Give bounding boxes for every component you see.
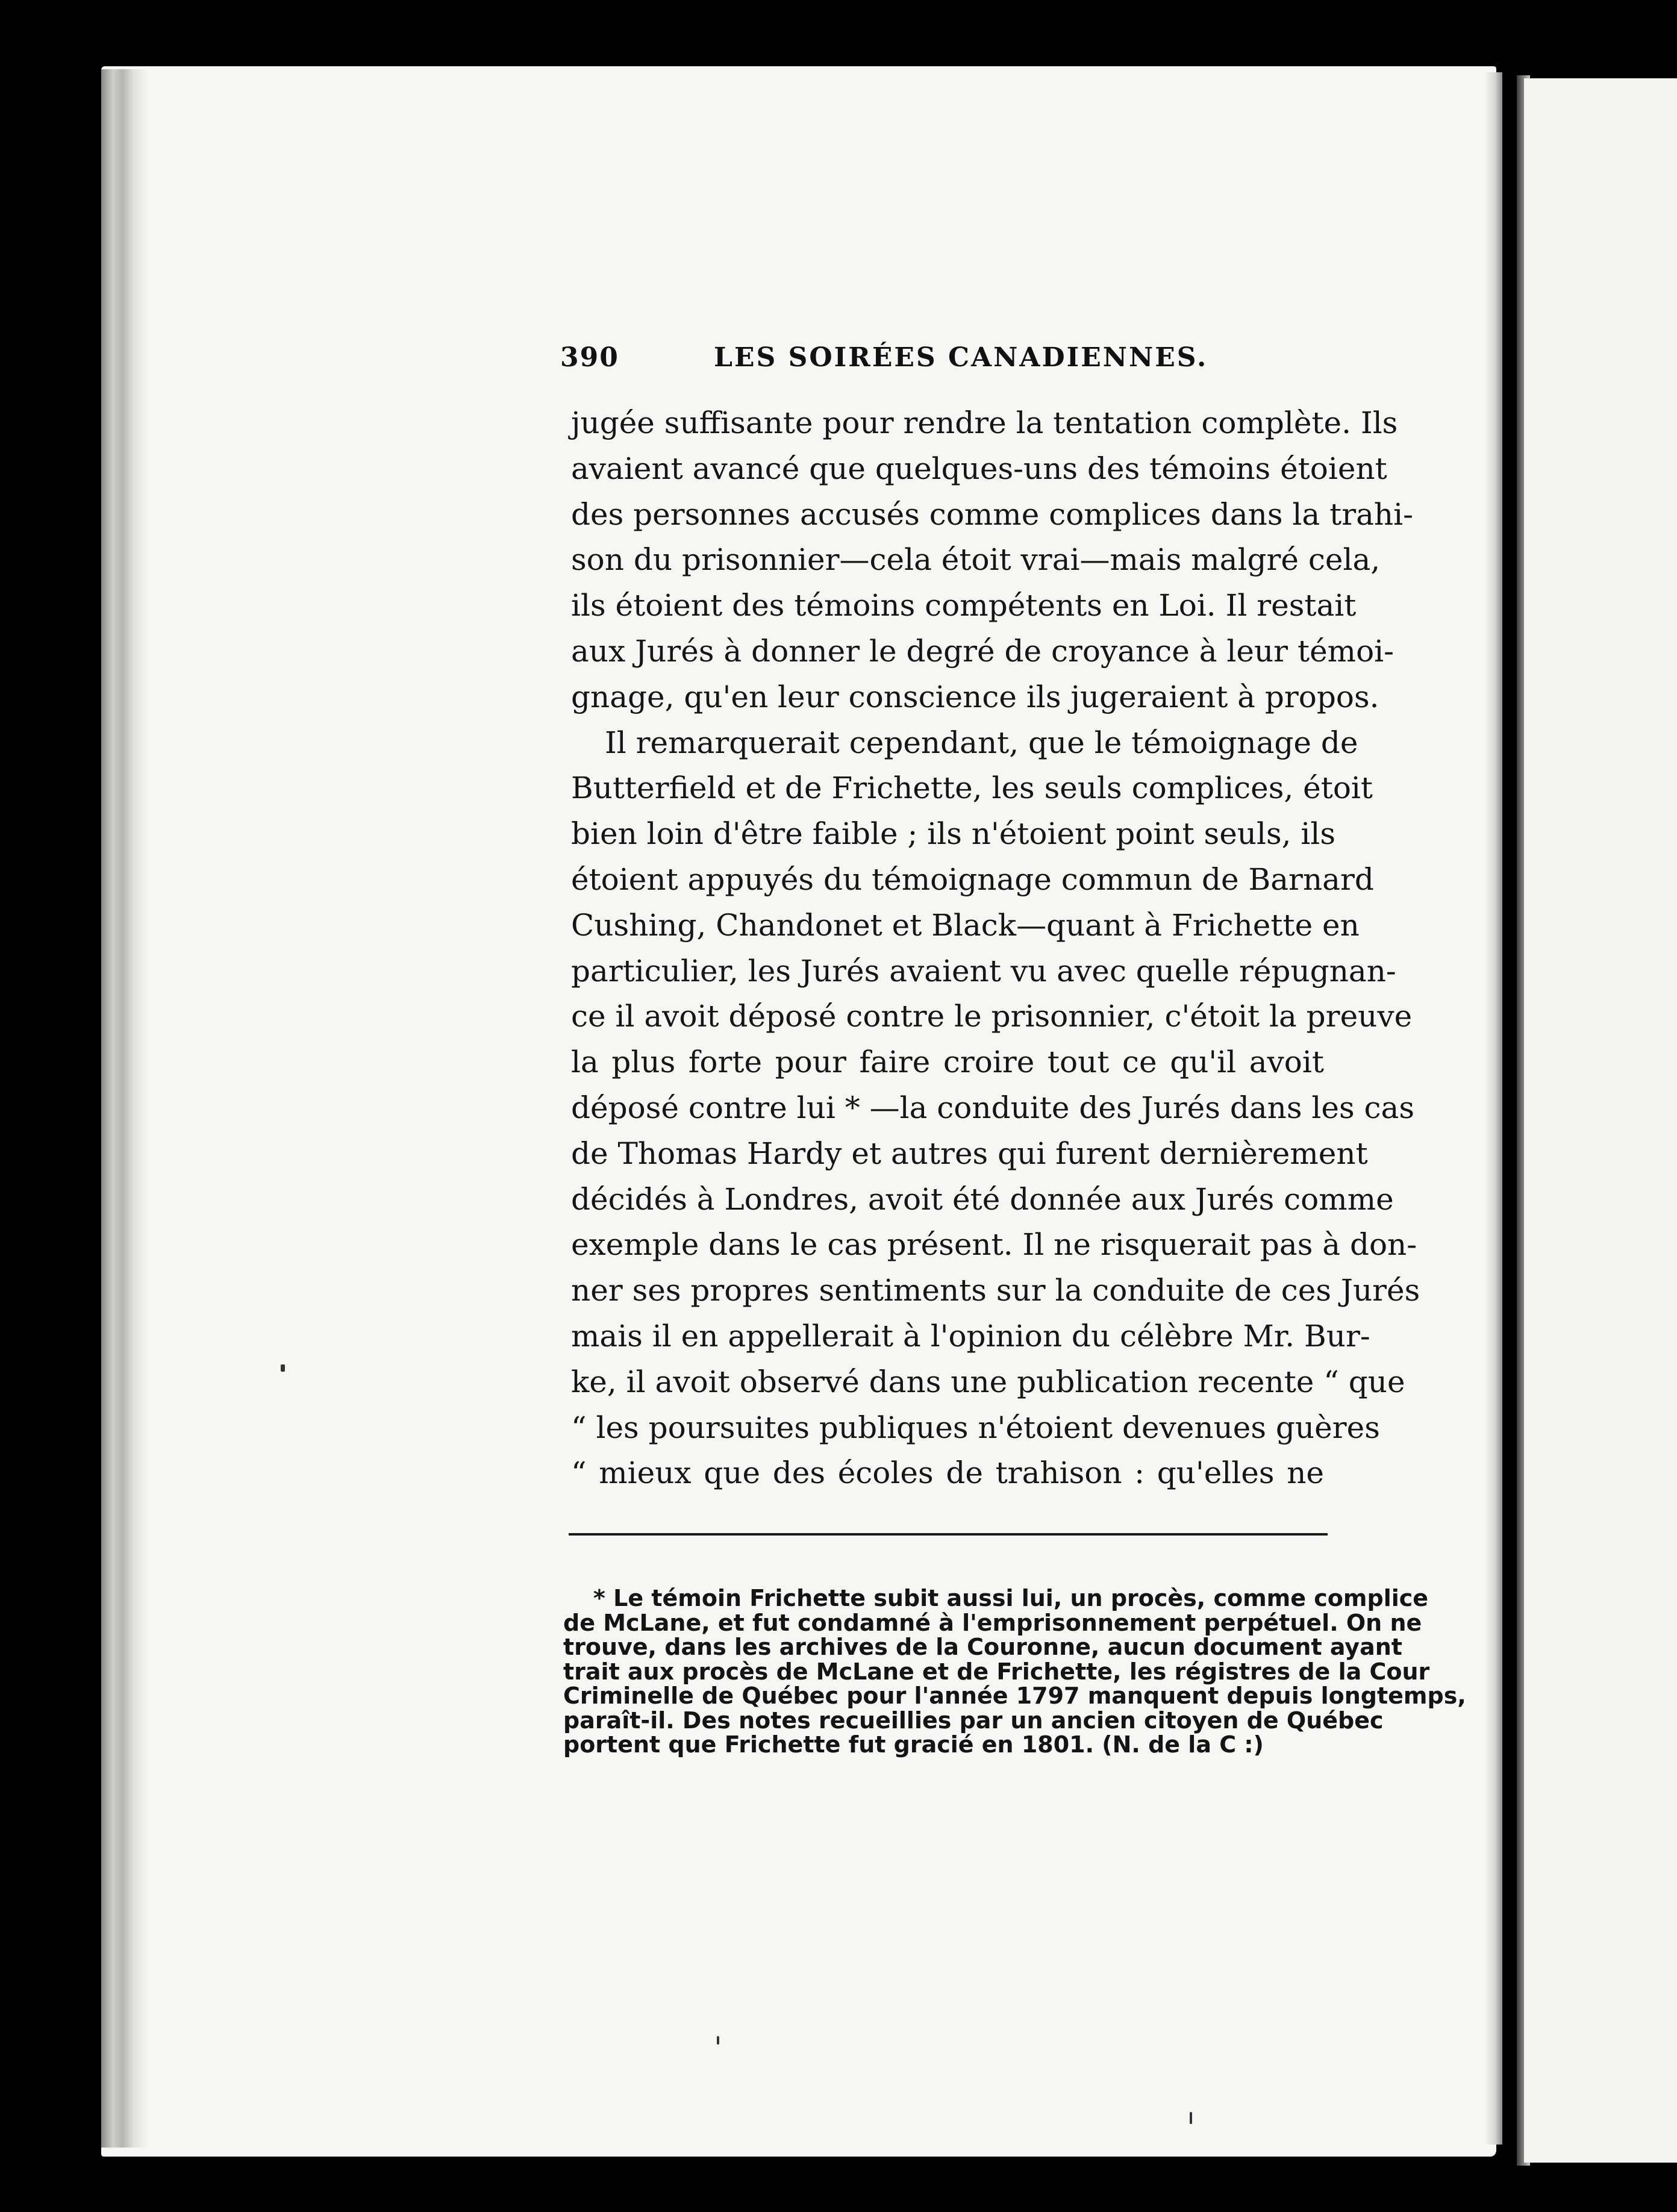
running-title: LES SOIRÉES CANADIENNES. [714, 342, 1208, 373]
text-line: ce il avoit déposé contre le prisonnier, c'étoit la preuve [571, 999, 1413, 1034]
facing-page [1524, 78, 1677, 2163]
text-line: ils étoient des témoins compétents en Loi. Il restait [571, 588, 1357, 623]
page-gutter-shadow [101, 69, 148, 2148]
footnote-line: paraît-il. Des notes recueillies par un ancien citoyen de Québec [563, 1707, 1384, 1734]
footnote-line: * Le témoin Frichette subit aussi lui, un procès, comme complice [593, 1585, 1429, 1611]
text-line: jugée suffisante pour rendre la tentation complète. Ils [571, 405, 1398, 440]
page-right-edge [1484, 72, 1502, 2145]
text-line: Cushing, Chandonet et Black—quant à Frichette en [571, 907, 1360, 943]
text-line: son du prisonnier—cela étoit vrai—mais malgré cela, [571, 542, 1381, 578]
footnote-rule [569, 1533, 1328, 1536]
text-line: avaient avancé que quelques-uns des témoins étoient [571, 451, 1387, 486]
text-line: aux Jurés à donner le degré de croyance à leur témoi- [571, 633, 1394, 669]
footnote-line: trait aux procès de McLane et de Frichette, les régistres de la Cour [563, 1658, 1430, 1685]
text-line: Butterfield et de Frichette, les seuls complices, étoit [571, 770, 1373, 806]
footnote-line: Criminelle de Québec pour l'année 1797 manquent depuis longtemps, [563, 1682, 1466, 1709]
running-header [560, 336, 1325, 384]
footnote-line: trouve, dans les archives de la Couronne, aucun document ayant [563, 1634, 1402, 1660]
scan-speck [1190, 2112, 1192, 2124]
text-line: “ les poursuites publiques n'étoient devenues guères [571, 1410, 1380, 1445]
text-line: étoient appuyés du témoignage commun de Barnard [571, 861, 1374, 897]
text-line: décidés à Londres, avoit été donnée aux Jurés comme [571, 1181, 1394, 1217]
body-text [571, 401, 1420, 1496]
text-line: mais il en appellerait à l'opinion du célèbre Mr. Bur- [571, 1318, 1370, 1354]
text-line: Il remarquerait cependant, que le témoignage de [605, 725, 1358, 760]
text-line: ner ses propres sentiments sur la conduite de ces Jurés [571, 1273, 1420, 1308]
scan-speck [281, 1364, 285, 1372]
text-line: “ mieux que des écoles de trahison : qu'elles ne [571, 1455, 1324, 1491]
page-number: 390 [560, 342, 619, 373]
text-line: exemple dans le cas présent. Il ne risquerait pas à don- [571, 1227, 1417, 1263]
text-line: de Thomas Hardy et autres qui furent dernièrement [571, 1136, 1368, 1171]
text-line: la plus forte pour faire croire tout ce qu'il avoit [571, 1045, 1324, 1080]
scan-speck [717, 2036, 719, 2045]
text-line: particulier, les Jurés avaient vu avec quelle répugnan- [571, 953, 1396, 989]
footnote-line: de McLane, et fut condamné à l'emprisonnement perpétuel. On ne [563, 1609, 1422, 1636]
text-line: bien loin d'être faible ; ils n'étoient point seuls, ils [571, 816, 1336, 852]
text-line: déposé contre lui * —la conduite des Jurés dans les cas [571, 1090, 1414, 1125]
footnote [563, 1585, 1466, 1758]
text-line: ke, il avoit observé dans une publication recente “ que [571, 1364, 1405, 1399]
text-line: gnage, qu'en leur conscience ils jugeraient à propos. [571, 679, 1379, 714]
text-line: des personnes accusés comme complices dans la trahi- [571, 496, 1413, 532]
footnote-line: portent que Frichette fut gracié en 1801. (N. de la C :) [563, 1731, 1264, 1758]
